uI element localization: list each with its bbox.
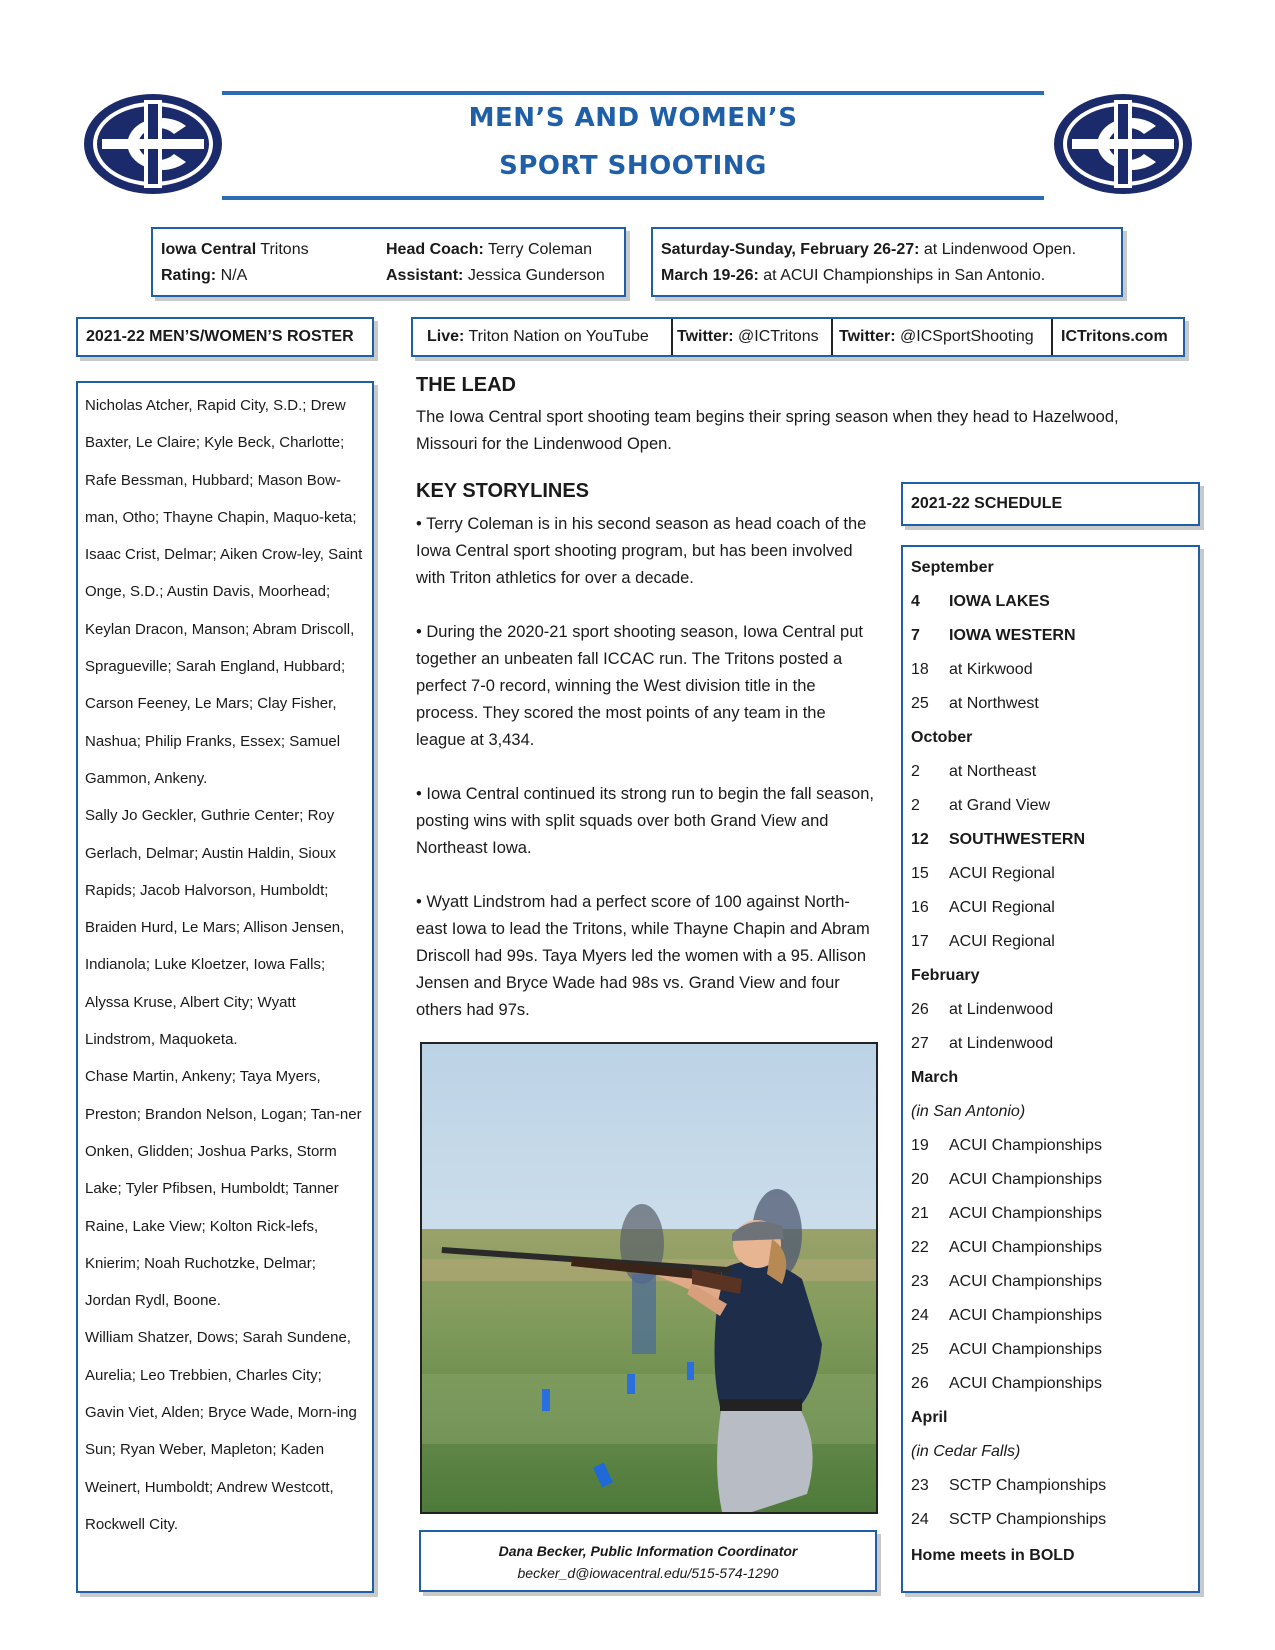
schedule-list [911,551,1190,1537]
schedule-row [911,755,1190,789]
schedule-event: at Northwest [949,695,1039,712]
schedule-event: IOWA LAKES [949,593,1050,610]
schedule-day: 20 [911,1171,929,1188]
roster-box [76,381,374,1593]
schedule-day: 2 [911,763,920,780]
upcoming-item: March 19-26: at ACUI Championships in San Antonio. [661,267,1046,284]
schedule-day: 18 [911,661,929,678]
ic-logo-left [82,92,224,196]
schedule-day: 24 [911,1511,929,1528]
schedule-month: February [911,967,980,984]
media-item-youtube[interactable]: Live: Triton Nation on YouTube [413,319,673,355]
schedule-event: ACUI Championships [949,1341,1102,1358]
schedule-day: 19 [911,1137,929,1154]
schedule-day: 16 [911,899,929,916]
upcoming-box [651,227,1123,297]
roster-paragraph: Nicholas Atcher, Rapid City, S.D.; Drew Baxter, Le Claire; Kyle Beck, Charlotte; Rafe Bessman, Hubbard; Mason Bow-man, Otho; Thayne Chapin, Maquo-keta; Isaac Crist, Delmar; Aiken Crow-ley, Saint Onge, S.D.; Austin Davis, Moorhead; Keylan Dracon, Manson; Abram Driscoll, Spragueville; Sarah England, Hubbard; Carson Feeney, Le Mars; Clay Fisher, Nashua; Philip Franks, Essex; Samuel Gammon, Ankeny. [85,397,363,787]
schedule-event: ACUI Championships [949,1375,1102,1392]
schedule-event: ACUI Regional [949,865,1055,882]
coach-value: Terry Coleman [487,241,592,258]
schedule-event: at Grand View [949,797,1051,814]
lead-heading: THE LEAD [416,374,516,396]
contact-details[interactable]: becker_d@iowacentral.edu/515-574-1290 [517,1565,779,1581]
schedule-day: 23 [911,1273,929,1290]
schedule-row [911,1503,1190,1537]
media-item-twitter-tritons[interactable]: Twitter: @ICTritons [673,319,833,355]
title-line-1: MEN’S AND WOMEN’S [468,103,798,133]
schedule-event: ACUI Regional [949,899,1055,916]
schedule-location-note: (in Cedar Falls) [911,1443,1021,1460]
schedule-day: 27 [911,1035,929,1052]
schedule-month: October [911,729,973,746]
school-label: Iowa Central [161,241,257,258]
schedule-event: SOUTHWESTERN [949,831,1085,848]
assistant-label: Assistant: [386,267,464,284]
schedule-event: SCTP Championships [949,1511,1107,1528]
media-item-twitter-shooting[interactable]: Twitter: @ICSportShooting [833,319,1053,355]
schedule-day: 2 [911,797,920,814]
schedule-row [911,1129,1190,1163]
title-rule-bottom [222,196,1044,200]
schedule-row [911,653,1190,687]
assistant-value: Jessica Gunderson [467,267,605,284]
lead-text: The Iowa Central sport shooting team begins their spring season when they head to Hazelwood, Missouri for the Lindenwood Open. [416,408,1119,453]
schedule-row [911,789,1190,823]
athlete-photo-illustration [422,1044,876,1512]
schedule-event: ACUI Championships [949,1273,1102,1290]
schedule-day: 26 [911,1001,929,1018]
title-line-2: SPORT SHOOTING [499,151,767,181]
roster-paragraph: Sally Jo Geckler, Guthrie Center; Roy Gerlach, Delmar; Austin Haldin, Sioux Rapids; Jacob Halvorson, Humboldt; Braiden Hurd, Le Mars; Allison Jensen, Indianola; Luke Kloetzer, Iowa Falls; Alyssa Kruse, Albert City; Wyatt Lindstrom, Maquoketa. [85,807,345,1049]
coach-label: Head Coach: [386,241,484,258]
schedule-event: at Lindenwood [949,1001,1054,1018]
schedule-event: IOWA WESTERN [949,627,1076,644]
schedule-location-note: (in San Antonio) [911,1103,1026,1120]
schedule-row [911,1231,1190,1265]
storyline-item: • During the 2020-21 sport shooting season, Iowa Central put together an unbeaten fall ICCAC run. The Tritons posted a perfect 7-0 record, winning the West division title in the process. They scored the most points of any team in the league at 3,434. [416,623,863,749]
roster-paragraph: Chase Martin, Ankeny; Taya Myers, Preston; Brandon Nelson, Logan; Tan-ner Onken, Glidden; Joshua Parks, Storm Lake; Tyler Pfibsen, Humboldt; Tanner Raine, Lake View; Kolton Rick-lefs, Knierim; Noah Ruchotzke, Delmar; Jordan Rydl, Boone. [85,1068,362,1310]
schedule-row [911,585,1190,619]
schedule-day: 7 [911,627,920,644]
schedule-day: 23 [911,1477,929,1494]
schedule-row [911,1299,1190,1333]
schedule-row [911,1333,1190,1367]
schedule-row [911,1367,1190,1401]
athlete-photo [420,1042,878,1514]
school-value: Tritons [260,241,309,258]
contact-name: Dana Becker, Public Information Coordinator [498,1543,798,1559]
schedule-event: ACUI Championships [949,1239,1102,1256]
schedule-event: at Lindenwood [949,1035,1054,1052]
schedule-row [911,857,1190,891]
storyline-item: • Iowa Central continued its strong run to begin the fall season, posting wins with split squads over both Grand View and Northeast Iowa. [416,785,874,857]
schedule-row [911,823,1190,857]
schedule-month: September [911,559,994,576]
schedule-row [911,1469,1190,1503]
team-info-box [151,227,626,297]
schedule-box [901,545,1200,1593]
schedule-row [911,687,1190,721]
schedule-row [911,993,1190,1027]
schedule-event: SCTP Championships [949,1477,1107,1494]
schedule-footer: Home meets in BOLD [911,1547,1075,1564]
schedule-day: 24 [911,1307,929,1324]
schedule-heading: 2021-22 SCHEDULE [901,482,1200,526]
schedule-day: 15 [911,865,929,882]
schedule-event: ACUI Championships [949,1137,1102,1154]
schedule-event: ACUI Championships [949,1205,1102,1222]
roster-paragraph: William Shatzer, Dows; Sarah Sundene, Aurelia; Leo Trebbien, Charles City; Gavin Viet, Alden; Bryce Wade, Morn-ing Sun; Ryan Weber, Mapleton; Kaden Weinert, Humboldt; Andrew Westcott, Rockwell City. [85,1329,357,1533]
schedule-event: ACUI Championships [949,1171,1102,1188]
contact-box [419,1530,877,1592]
schedule-event: at Northeast [949,763,1037,780]
upcoming-item: Saturday-Sunday, February 26-27: at Lindenwood Open. [661,241,1077,258]
schedule-month: April [911,1409,948,1426]
schedule-day: 17 [911,933,929,950]
schedule-row [911,925,1190,959]
title-rule-top [222,91,1044,95]
schedule-row [911,619,1190,653]
schedule-event: ACUI Regional [949,933,1055,950]
schedule-month: March [911,1069,959,1086]
schedule-day: 12 [911,831,929,848]
storylines-heading: KEY STORYLINES [416,480,590,502]
schedule-row [911,1163,1190,1197]
roster-heading: 2021-22 MEN’S/WOMEN’S ROSTER [76,317,374,357]
schedule-day: 4 [911,593,920,610]
schedule-day: 26 [911,1375,929,1392]
schedule-row [911,1265,1190,1299]
ic-logo-right [1052,92,1194,196]
media-bar [411,317,1185,357]
schedule-event: at Kirkwood [949,661,1033,678]
storyline-item: • Wyatt Lindstrom had a perfect score of 100 against North-east Iowa to lead the Tritons, while Thayne Chapin and Abram Driscoll had 99s. Taya Myers led the women with a 95. Allison Jensen and Bryce Wade had 98s vs. Grand View and four others had 97s. [416,893,870,1019]
storyline-item: • Terry Coleman is in his second season as head coach of the Iowa Central sport shooting program, but has been involved with Triton athletics for over a decade. [416,515,867,587]
rating-label: Rating: [161,267,217,284]
schedule-row [911,891,1190,925]
schedule-row [911,1027,1190,1061]
schedule-day: 25 [911,1341,929,1358]
schedule-day: 21 [911,1205,929,1222]
schedule-event: ACUI Championships [949,1307,1102,1324]
rating-value: N/A [220,267,248,284]
media-item-website[interactable]: ICTritons.com [1061,328,1168,345]
schedule-day: 25 [911,695,929,712]
schedule-day: 22 [911,1239,929,1256]
schedule-row [911,1197,1190,1231]
